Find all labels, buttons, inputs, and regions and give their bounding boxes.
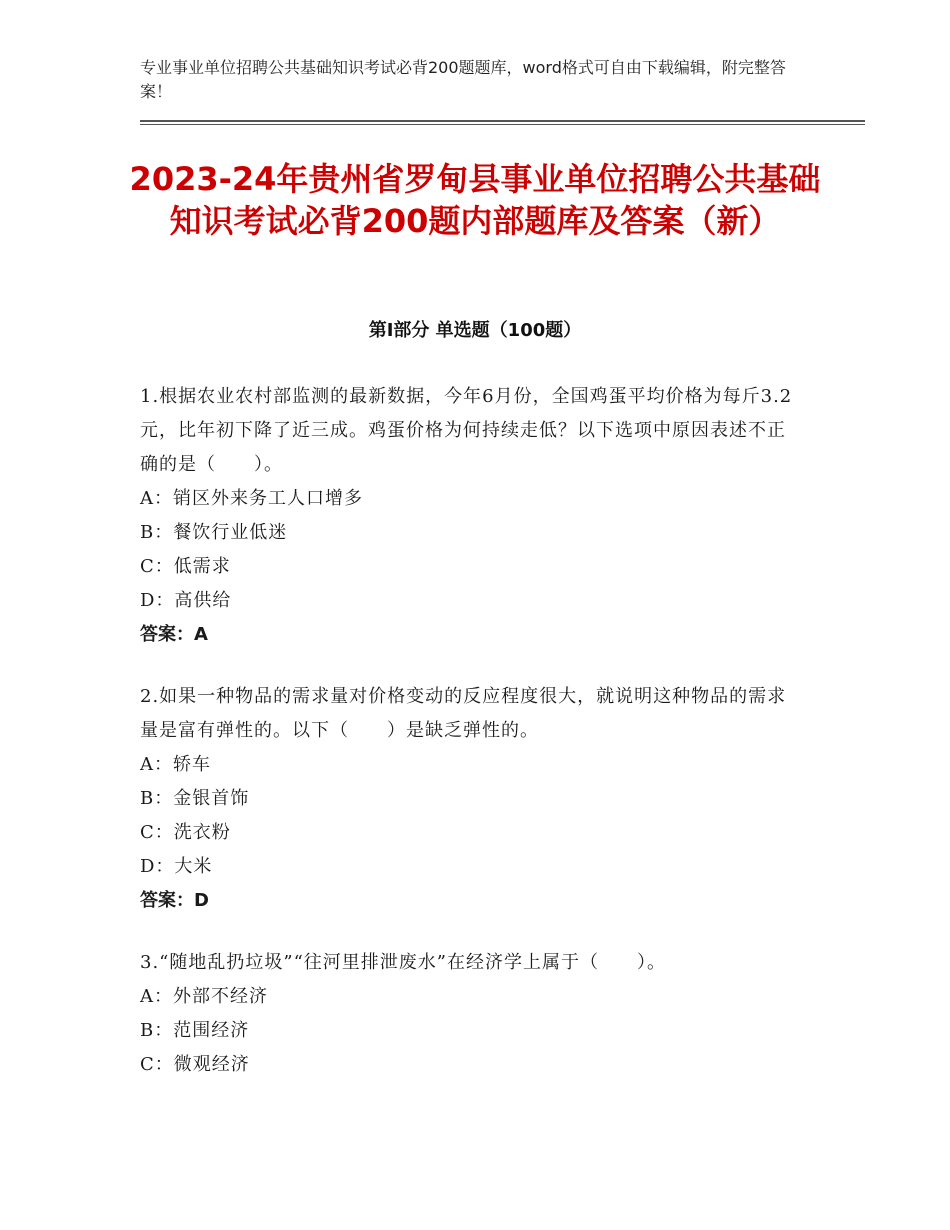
- question-item: [140, 946, 800, 1082]
- question-option: A：轿车: [140, 754, 211, 775]
- question-item: [140, 380, 800, 652]
- question-answer: 答案：A: [140, 624, 208, 645]
- question-option: A：外部不经济: [140, 986, 268, 1007]
- question-option: D：大米: [140, 856, 213, 877]
- question-option: C：微观经济: [140, 1054, 250, 1075]
- question-option: D：高供给: [140, 590, 232, 611]
- header-divider: [140, 120, 865, 125]
- section-heading: 第Ⅰ部分 单选题（100题）: [368, 320, 582, 341]
- question-item: [140, 680, 800, 918]
- question-option: B：餐饮行业低迷: [140, 522, 288, 543]
- question-stem: 2.如果一种物品的需求量对价格变动的反应程度很大，就说明这种物品的需求量是富有弹性的。以下（ ）是缺乏弹性的。: [140, 686, 787, 741]
- question-option: A：销区外来务工人口增多: [140, 488, 363, 509]
- question-stem: 3.“随地乱扔垃圾”“往河里排泄废水”在经济学上属于（ ）。: [140, 952, 666, 973]
- question-option: C：低需求: [140, 556, 231, 577]
- question-list: [140, 380, 800, 1110]
- question-stem: 1.根据农业农村部监测的最新数据，今年6月份，全国鸡蛋平均价格为每斤3.2元，比年初下降了近三成。鸡蛋价格为何持续走低？以下选项中原因表述不正确的是（ ）。: [140, 386, 793, 475]
- question-answer: 答案：D: [140, 890, 209, 911]
- document-title: 2023-24年贵州省罗甸县事业单位招聘公共基础知识考试必背200题内部题库及答案（新）: [129, 160, 821, 240]
- question-option: B：范围经济: [140, 1020, 250, 1041]
- question-option: B：金银首饰: [140, 788, 250, 809]
- header-note: 专业事业单位招聘公共基础知识考试必背200题题库，word格式可自由下载编辑，附完整答案！: [140, 58, 786, 101]
- question-option: C：洗衣粉: [140, 822, 231, 843]
